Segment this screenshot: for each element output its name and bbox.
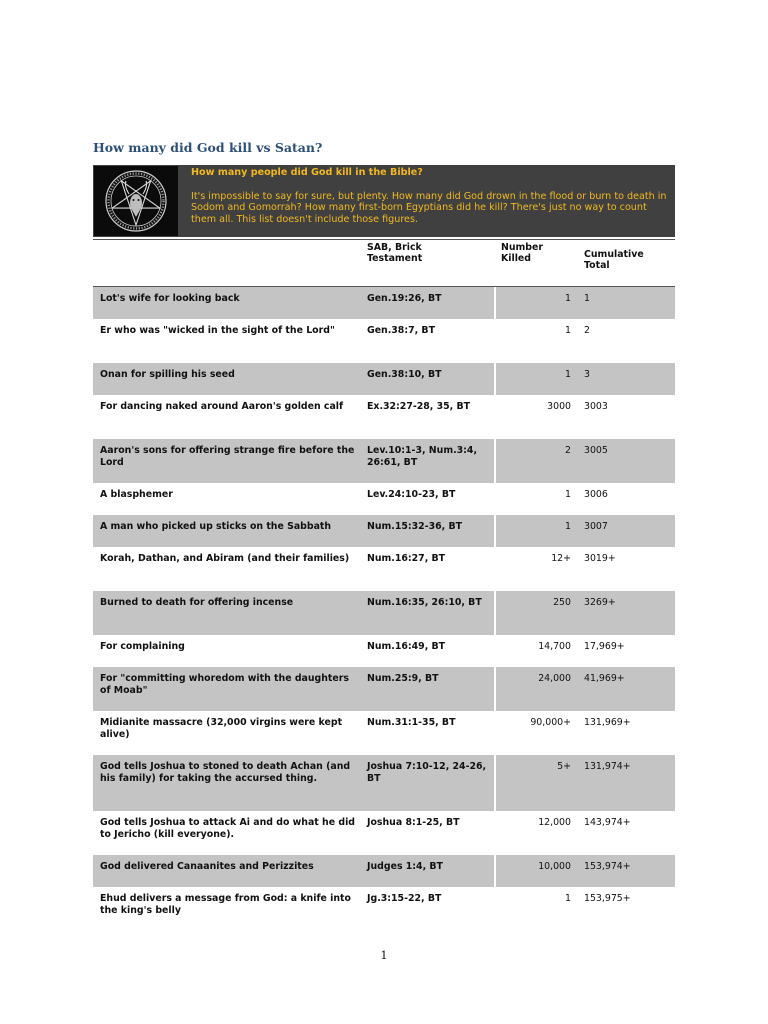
- row-number-killed: 1: [565, 521, 571, 532]
- row-reference: Num.16:49, BT: [367, 641, 446, 652]
- row-description: For complaining: [100, 641, 185, 652]
- row-reference: Joshua 8:1-25, BT: [367, 817, 460, 828]
- row-description: Er who was "wicked in the sight of the Lord": [100, 325, 335, 336]
- table-row: [93, 887, 675, 931]
- table-row: [93, 395, 675, 439]
- banner-body: It's impossible to say for sure, but plenty. How many did God drown in the flood or burn to death in Sodom and Gomorrah? How many first-born Egyptians did he kill? There's just no way to count them all. This list doesn't include those figures.: [191, 190, 667, 225]
- row-description: For dancing naked around Aaron's golden calf: [100, 401, 344, 412]
- row-number-killed: 24,000: [538, 673, 571, 684]
- table-row: [93, 591, 675, 635]
- kill-count-table: [93, 239, 675, 931]
- row-cumulative-total: 1: [584, 293, 590, 304]
- header-number-killed: Number Killed: [501, 242, 543, 264]
- row-reference: Gen.19:26, BT: [367, 293, 442, 304]
- row-description: Burned to death for offering incense: [100, 597, 294, 608]
- baphomet-pentagram-icon: [94, 166, 178, 236]
- row-cumulative-total: 3006: [584, 489, 608, 500]
- row-reference: Jg.3:15-22, BT: [367, 893, 442, 904]
- row-cumulative-total: 3269+: [584, 597, 616, 608]
- row-number-killed: 1: [565, 489, 571, 500]
- row-cumulative-total: 3: [584, 369, 590, 380]
- table-row: [93, 547, 675, 591]
- row-reference: Num.16:27, BT: [367, 553, 446, 564]
- row-number-killed: 5+: [557, 761, 571, 772]
- table-row: [93, 755, 675, 811]
- row-description: God tells Joshua to stoned to death Achan (and his family) for taking the accursed thing.: [100, 761, 351, 784]
- banner-title: How many people did God kill in the Bible?: [191, 167, 423, 178]
- row-number-killed: 14,700: [538, 641, 571, 652]
- row-description: God delivered Canaanites and Perizzites: [100, 861, 314, 872]
- header-cumulative-total: Cumulative Total: [584, 249, 644, 271]
- row-cumulative-total: 153,975+: [584, 893, 631, 904]
- row-number-killed: 12,000: [538, 817, 571, 828]
- row-number-killed: 1: [565, 293, 571, 304]
- row-cumulative-total: 153,974+: [584, 861, 631, 872]
- row-reference: Gen.38:10, BT: [367, 369, 442, 380]
- table-row: [93, 363, 675, 395]
- row-number-killed: 1: [565, 893, 571, 904]
- table-header: [93, 240, 675, 287]
- table-row: [93, 667, 675, 711]
- table-row: [93, 515, 675, 547]
- row-description: A man who picked up sticks on the Sabbath: [100, 521, 332, 532]
- table-row: [93, 483, 675, 515]
- row-reference: Lev.24:10-23, BT: [367, 489, 456, 500]
- row-number-killed: 250: [553, 597, 571, 608]
- row-description: God tells Joshua to attack Ai and do what he did to Jericho (kill everyone).: [100, 817, 355, 840]
- page-number: 1: [380, 949, 388, 962]
- row-number-killed: 10,000: [538, 861, 571, 872]
- row-cumulative-total: 3003: [584, 401, 608, 412]
- row-reference: Num.15:32-36, BT: [367, 521, 462, 532]
- row-description: Onan for spilling his seed: [100, 369, 235, 380]
- row-reference: Joshua 7:10-12, 24-26, BT: [367, 761, 487, 784]
- page-heading: How many did God kill vs Satan?: [93, 140, 323, 155]
- row-reference: Gen.38:7, BT: [367, 325, 435, 336]
- row-number-killed: 90,000+: [530, 717, 571, 728]
- intro-banner: [93, 165, 675, 237]
- row-number-killed: 12+: [551, 553, 571, 564]
- row-reference: Num.31:1-35, BT: [367, 717, 456, 728]
- row-description: For "committing whoredom with the daughters of Moab": [100, 673, 349, 696]
- row-reference: Judges 1:4, BT: [367, 861, 443, 872]
- table-row: [93, 439, 675, 483]
- row-number-killed: 2: [565, 445, 571, 456]
- row-cumulative-total: 3005: [584, 445, 608, 456]
- table-row: [93, 635, 675, 667]
- row-cumulative-total: 17,969+: [584, 641, 625, 652]
- banner-text: [191, 167, 669, 225]
- row-description: A blasphemer: [100, 489, 173, 500]
- table-row: [93, 855, 675, 887]
- row-cumulative-total: 143,974+: [584, 817, 631, 828]
- row-number-killed: 1: [565, 325, 571, 336]
- row-cumulative-total: 131,974+: [584, 761, 631, 772]
- row-number-killed: 3000: [547, 401, 571, 412]
- row-cumulative-total: 131,969+: [584, 717, 631, 728]
- row-number-killed: 1: [565, 369, 571, 380]
- row-description: Korah, Dathan, and Abiram (and their families): [100, 553, 350, 564]
- row-description: Lot's wife for looking back: [100, 293, 240, 304]
- table-row: [93, 287, 675, 319]
- row-description: Ehud delivers a message from God: a knife into the king's belly: [100, 893, 351, 916]
- row-reference: Lev.10:1-3, Num.3:4, 26:61, BT: [367, 445, 478, 468]
- row-description: Midianite massacre (32,000 virgins were kept alive): [100, 717, 343, 740]
- row-reference: Ex.32:27-28, 35, BT: [367, 401, 471, 412]
- row-reference: Num.25:9, BT: [367, 673, 439, 684]
- table-body: [93, 287, 675, 931]
- table-row: [93, 711, 675, 755]
- row-reference: Num.16:35, 26:10, BT: [367, 597, 482, 608]
- row-cumulative-total: 2: [584, 325, 590, 336]
- table-row: [93, 811, 675, 855]
- row-cumulative-total: 3019+: [584, 553, 616, 564]
- header-reference: SAB, Brick Testament: [367, 242, 423, 264]
- table-row: [93, 319, 675, 363]
- row-cumulative-total: 3007: [584, 521, 608, 532]
- row-description: Aaron's sons for offering strange fire before the Lord: [100, 445, 355, 468]
- row-cumulative-total: 41,969+: [584, 673, 625, 684]
